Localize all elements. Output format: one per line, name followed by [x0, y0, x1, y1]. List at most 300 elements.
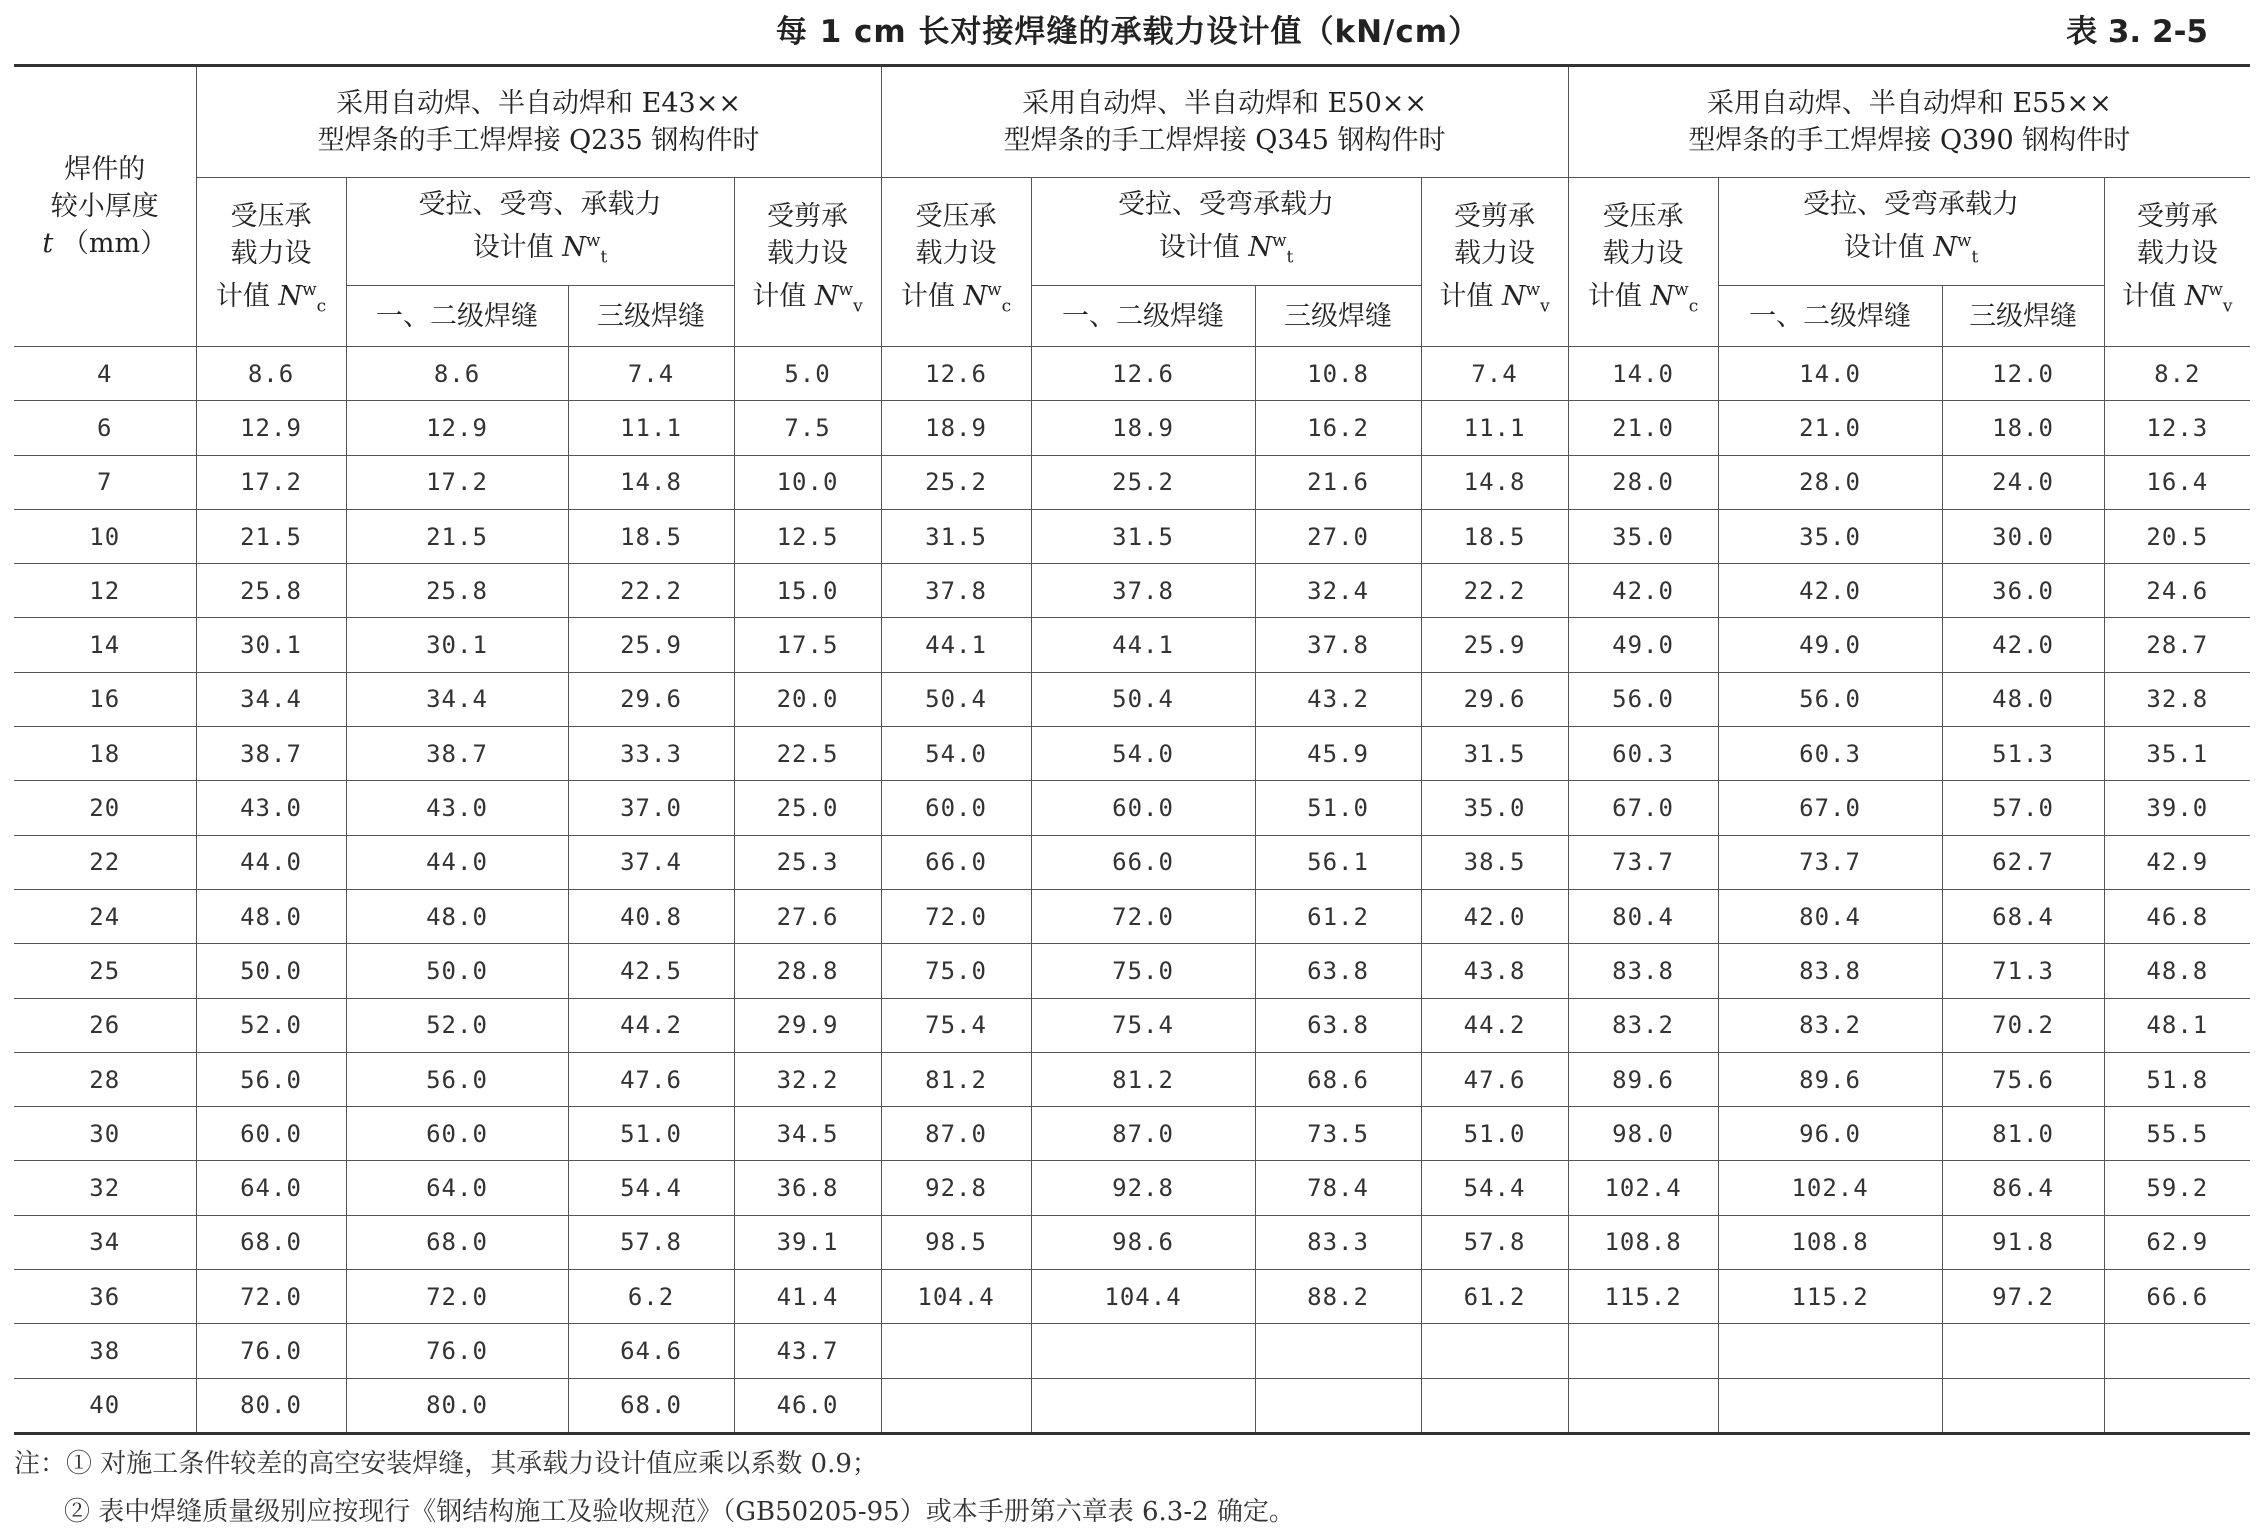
value-cell: 73.7 [1718, 835, 1942, 889]
value-cell: 72.0 [881, 889, 1031, 943]
table-row [14, 889, 2250, 943]
value-cell: 60.0 [881, 781, 1031, 835]
tension-header: 受拉、受弯承载力 设计值 $N^w_t$ [1718, 178, 2104, 286]
table-row [14, 401, 2250, 455]
value-cell: 72.0 [1031, 889, 1255, 943]
value-cell: 67.0 [1568, 781, 1718, 835]
value-cell: 17.2 [346, 455, 568, 509]
value-cell: 51.8 [2104, 1052, 2250, 1106]
value-cell: 115.2 [1568, 1270, 1718, 1324]
value-cell: 18.5 [1421, 509, 1568, 563]
value-cell: 31.5 [881, 509, 1031, 563]
value-cell: 76.0 [346, 1324, 568, 1378]
value-cell: 51.3 [1942, 727, 2104, 781]
value-cell: 11.1 [1421, 401, 1568, 455]
value-cell: 8.6 [346, 347, 568, 401]
value-cell: 34.4 [196, 672, 346, 726]
value-cell: 86.4 [1942, 1161, 2104, 1215]
value-cell: 17.5 [734, 618, 881, 672]
value-cell: 104.4 [1031, 1270, 1255, 1324]
value-cell: 35.0 [1718, 509, 1942, 563]
table-row [14, 1324, 2250, 1378]
tension-header: 受拉、受弯承载力 设计值 $N^w_t$ [1031, 178, 1421, 286]
value-cell: 62.9 [2104, 1215, 2250, 1269]
table-row [14, 564, 2250, 618]
thickness-cell: 26 [14, 998, 196, 1052]
value-cell: 60.0 [1031, 781, 1255, 835]
table-row [14, 1052, 2250, 1106]
value-cell: 24.6 [2104, 564, 2250, 618]
value-cell: 68.0 [196, 1215, 346, 1269]
thickness-cell: 10 [14, 509, 196, 563]
thickness-cell: 28 [14, 1052, 196, 1106]
group-header-q390: 采用自动焊、半自动焊和 E55×× 型焊条的手工焊焊接 Q390 钢构件时 [1568, 66, 2250, 178]
value-cell: 52.0 [346, 998, 568, 1052]
value-cell: 7.4 [1421, 347, 1568, 401]
value-cell: 63.8 [1255, 944, 1421, 998]
value-cell: 51.0 [1421, 1107, 1568, 1161]
value-cell: 72.0 [196, 1270, 346, 1324]
value-cell: 54.0 [1031, 727, 1255, 781]
table-row [14, 455, 2250, 509]
table-row [14, 1378, 2250, 1433]
value-cell: 87.0 [881, 1107, 1031, 1161]
value-cell [1031, 1378, 1255, 1433]
value-cell: 10.0 [734, 455, 881, 509]
value-cell: 104.4 [881, 1270, 1031, 1324]
value-cell: 56.0 [196, 1052, 346, 1106]
value-cell: 35.0 [1421, 781, 1568, 835]
value-cell: 68.0 [346, 1215, 568, 1269]
table-row [14, 509, 2250, 563]
value-cell: 40.8 [568, 889, 734, 943]
grade3-header: 三级焊缝 [1942, 286, 2104, 347]
value-cell: 21.0 [1718, 401, 1942, 455]
value-cell: 21.5 [196, 509, 346, 563]
value-cell [2104, 1324, 2250, 1378]
value-cell: 43.8 [1421, 944, 1568, 998]
value-cell: 60.0 [196, 1107, 346, 1161]
value-cell [1255, 1324, 1421, 1378]
table-row [14, 1270, 2250, 1324]
value-cell: 16.4 [2104, 455, 2250, 509]
value-cell: 42.0 [1942, 618, 2104, 672]
value-cell: 96.0 [1718, 1107, 1942, 1161]
value-cell [1568, 1378, 1718, 1433]
value-cell: 44.0 [196, 835, 346, 889]
value-cell: 54.4 [568, 1161, 734, 1215]
value-cell: 60.3 [1568, 727, 1718, 781]
weld-capacity-table [14, 64, 2250, 1435]
value-cell: 42.5 [568, 944, 734, 998]
note-2: ② 表中焊缝质量级别应按现行《钢结构施工及验收规范》（GB50205-95）或本手册第六章表 6.3-2 确定。 [64, 1497, 1295, 1527]
value-cell: 57.8 [568, 1215, 734, 1269]
table-title: 每 1 cm 长对接焊缝的承载力设计值（kN/cm） [775, 14, 1481, 50]
value-cell: 68.6 [1255, 1052, 1421, 1106]
table-notes [14, 1440, 1295, 1536]
value-cell: 54.0 [881, 727, 1031, 781]
value-cell: 12.6 [881, 347, 1031, 401]
value-cell: 56.0 [346, 1052, 568, 1106]
table-body [14, 347, 2250, 1434]
value-cell: 81.2 [1031, 1052, 1255, 1106]
compress-header: 受压承 载力设 计值 $N^w_c$ [196, 178, 346, 347]
value-cell: 35.0 [1568, 509, 1718, 563]
value-cell: 80.0 [196, 1378, 346, 1433]
value-cell: 30.1 [196, 618, 346, 672]
grade12-header: 一、二级焊缝 [1718, 286, 1942, 347]
value-cell: 54.4 [1421, 1161, 1568, 1215]
value-cell: 30.0 [1942, 509, 2104, 563]
value-cell: 18.0 [1942, 401, 2104, 455]
shear-header: 受剪承 载力设 计值 $N^w_v$ [2104, 178, 2250, 347]
value-cell: 81.0 [1942, 1107, 2104, 1161]
compress-header: 受压承 载力设 计值 $N^w_c$ [881, 178, 1031, 347]
value-cell: 70.2 [1942, 998, 2104, 1052]
value-cell: 48.8 [2104, 944, 2250, 998]
thickness-cell: 25 [14, 944, 196, 998]
value-cell: 42.0 [1421, 889, 1568, 943]
value-cell: 12.9 [346, 401, 568, 455]
value-cell: 83.2 [1718, 998, 1942, 1052]
thickness-cell: 40 [14, 1378, 196, 1433]
value-cell: 18.5 [568, 509, 734, 563]
value-cell: 24.0 [1942, 455, 2104, 509]
value-cell: 20.0 [734, 672, 881, 726]
value-cell: 14.0 [1718, 347, 1942, 401]
value-cell: 92.8 [881, 1161, 1031, 1215]
value-cell: 32.2 [734, 1052, 881, 1106]
value-cell: 83.2 [1568, 998, 1718, 1052]
value-cell: 97.2 [1942, 1270, 2104, 1324]
value-cell: 28.7 [2104, 618, 2250, 672]
value-cell: 80.0 [346, 1378, 568, 1433]
table-row [14, 1161, 2250, 1215]
value-cell [881, 1324, 1031, 1378]
value-cell: 31.5 [1421, 727, 1568, 781]
value-cell: 36.8 [734, 1161, 881, 1215]
thickness-cell: 7 [14, 455, 196, 509]
value-cell: 12.6 [1031, 347, 1255, 401]
value-cell: 50.4 [1031, 672, 1255, 726]
value-cell: 67.0 [1718, 781, 1942, 835]
value-cell: 57.8 [1421, 1215, 1568, 1269]
value-cell: 21.5 [346, 509, 568, 563]
value-cell: 38.7 [346, 727, 568, 781]
value-cell: 83.8 [1568, 944, 1718, 998]
value-cell: 32.4 [1255, 564, 1421, 618]
value-cell: 66.0 [881, 835, 1031, 889]
value-cell: 57.0 [1942, 781, 2104, 835]
value-cell: 49.0 [1568, 618, 1718, 672]
value-cell: 34.4 [346, 672, 568, 726]
value-cell: 72.0 [346, 1270, 568, 1324]
value-cell: 28.0 [1718, 455, 1942, 509]
value-cell: 61.2 [1255, 889, 1421, 943]
value-cell: 34.5 [734, 1107, 881, 1161]
value-cell [1718, 1378, 1942, 1433]
value-cell: 33.3 [568, 727, 734, 781]
table-row [14, 835, 2250, 889]
thickness-cell: 36 [14, 1270, 196, 1324]
value-cell: 66.0 [1031, 835, 1255, 889]
value-cell: 71.3 [1942, 944, 2104, 998]
grade3-header: 三级焊缝 [568, 286, 734, 347]
value-cell: 89.6 [1718, 1052, 1942, 1106]
value-cell: 102.4 [1568, 1161, 1718, 1215]
value-cell: 83.8 [1718, 944, 1942, 998]
value-cell: 55.5 [2104, 1107, 2250, 1161]
value-cell: 28.0 [1568, 455, 1718, 509]
value-cell: 14.0 [1568, 347, 1718, 401]
value-cell: 25.8 [346, 564, 568, 618]
compress-header: 受压承 载力设 计值 $N^w_c$ [1568, 178, 1718, 347]
value-cell: 25.2 [1031, 455, 1255, 509]
value-cell: 31.5 [1031, 509, 1255, 563]
value-cell: 89.6 [1568, 1052, 1718, 1106]
value-cell: 37.0 [568, 781, 734, 835]
value-cell: 32.8 [2104, 672, 2250, 726]
value-cell: 60.3 [1718, 727, 1942, 781]
value-cell [1568, 1324, 1718, 1378]
thickness-cell: 32 [14, 1161, 196, 1215]
thickness-cell: 38 [14, 1324, 196, 1378]
value-cell: 8.2 [2104, 347, 2250, 401]
thickness-cell: 22 [14, 835, 196, 889]
grade12-header: 一、二级焊缝 [1031, 286, 1255, 347]
value-cell [1718, 1324, 1942, 1378]
table-row [14, 1215, 2250, 1269]
value-cell: 6.2 [568, 1270, 734, 1324]
thickness-cell: 6 [14, 401, 196, 455]
value-cell: 75.4 [881, 998, 1031, 1052]
value-cell: 14.8 [1421, 455, 1568, 509]
thickness-cell: 24 [14, 889, 196, 943]
value-cell: 20.5 [2104, 509, 2250, 563]
value-cell [2104, 1378, 2250, 1433]
value-cell: 35.1 [2104, 727, 2250, 781]
value-cell: 92.8 [1031, 1161, 1255, 1215]
value-cell: 22.2 [568, 564, 734, 618]
value-cell: 43.7 [734, 1324, 881, 1378]
value-cell: 28.8 [734, 944, 881, 998]
value-cell: 98.5 [881, 1215, 1031, 1269]
value-cell: 42.0 [1718, 564, 1942, 618]
value-cell: 52.0 [196, 998, 346, 1052]
table-row [14, 1107, 2250, 1161]
value-cell: 12.9 [196, 401, 346, 455]
value-cell: 56.0 [1568, 672, 1718, 726]
value-cell: 62.7 [1942, 835, 2104, 889]
thickness-cell: 16 [14, 672, 196, 726]
value-cell: 115.2 [1718, 1270, 1942, 1324]
value-cell: 29.6 [1421, 672, 1568, 726]
grade3-header: 三级焊缝 [1255, 286, 1421, 347]
value-cell: 50.0 [346, 944, 568, 998]
value-cell: 60.0 [346, 1107, 568, 1161]
value-cell: 14.8 [568, 455, 734, 509]
thickness-cell: 4 [14, 347, 196, 401]
value-cell: 10.8 [1255, 347, 1421, 401]
value-cell: 25.2 [881, 455, 1031, 509]
value-cell: 78.4 [1255, 1161, 1421, 1215]
value-cell: 108.8 [1568, 1215, 1718, 1269]
table-number: 表 3. 2-5 [2066, 14, 2208, 50]
value-cell: 68.0 [568, 1378, 734, 1433]
value-cell: 12.0 [1942, 347, 2104, 401]
value-cell [1031, 1324, 1255, 1378]
value-cell: 44.2 [568, 998, 734, 1052]
value-cell: 41.4 [734, 1270, 881, 1324]
value-cell: 37.8 [1255, 618, 1421, 672]
table-row [14, 998, 2250, 1052]
value-cell: 25.9 [568, 618, 734, 672]
value-cell: 56.0 [1718, 672, 1942, 726]
value-cell [1942, 1378, 2104, 1433]
value-cell: 73.5 [1255, 1107, 1421, 1161]
table-row [14, 944, 2250, 998]
value-cell: 37.8 [1031, 564, 1255, 618]
value-cell: 56.1 [1255, 835, 1421, 889]
value-cell: 22.2 [1421, 564, 1568, 618]
value-cell: 44.1 [881, 618, 1031, 672]
value-cell: 49.0 [1718, 618, 1942, 672]
value-cell: 75.0 [1031, 944, 1255, 998]
shear-header: 受剪承 载力设 计值 $N^w_v$ [734, 178, 881, 347]
table-row [14, 672, 2250, 726]
value-cell: 43.0 [346, 781, 568, 835]
value-cell: 76.0 [196, 1324, 346, 1378]
value-cell: 43.2 [1255, 672, 1421, 726]
value-cell: 43.0 [196, 781, 346, 835]
thickness-cell: 20 [14, 781, 196, 835]
value-cell: 51.0 [1255, 781, 1421, 835]
table-row [14, 347, 2250, 401]
group-header-q345: 采用自动焊、半自动焊和 E50×× 型焊条的手工焊焊接 Q345 钢构件时 [881, 66, 1568, 178]
value-cell: 12.5 [734, 509, 881, 563]
value-cell [1421, 1378, 1568, 1433]
value-cell: 46.0 [734, 1378, 881, 1433]
value-cell: 8.6 [196, 347, 346, 401]
value-cell: 59.2 [2104, 1161, 2250, 1215]
value-cell: 91.8 [1942, 1215, 2104, 1269]
value-cell: 39.1 [734, 1215, 881, 1269]
value-cell: 18.9 [1031, 401, 1255, 455]
value-cell: 44.2 [1421, 998, 1568, 1052]
value-cell: 48.0 [1942, 672, 2104, 726]
table-row [14, 618, 2250, 672]
value-cell: 75.0 [881, 944, 1031, 998]
value-cell: 68.4 [1942, 889, 2104, 943]
value-cell: 7.5 [734, 401, 881, 455]
value-cell: 98.0 [1568, 1107, 1718, 1161]
value-cell: 25.8 [196, 564, 346, 618]
value-cell: 45.9 [1255, 727, 1421, 781]
value-cell: 38.5 [1421, 835, 1568, 889]
value-cell: 22.5 [734, 727, 881, 781]
value-cell: 80.4 [1718, 889, 1942, 943]
thickness-header: 焊件的 较小厚度 t （mm） [14, 66, 196, 347]
value-cell: 80.4 [1568, 889, 1718, 943]
value-cell: 21.0 [1568, 401, 1718, 455]
tension-header: 受拉、受弯、承载力 设计值 $N^w_t$ [346, 178, 734, 286]
table-row [14, 781, 2250, 835]
value-cell: 38.7 [196, 727, 346, 781]
value-cell: 44.1 [1031, 618, 1255, 672]
value-cell: 63.8 [1255, 998, 1421, 1052]
value-cell: 30.1 [346, 618, 568, 672]
value-cell: 42.0 [1568, 564, 1718, 618]
value-cell: 27.6 [734, 889, 881, 943]
value-cell: 16.2 [1255, 401, 1421, 455]
thickness-cell: 30 [14, 1107, 196, 1161]
thickness-cell: 34 [14, 1215, 196, 1269]
value-cell: 11.1 [568, 401, 734, 455]
value-cell: 47.6 [568, 1052, 734, 1106]
value-cell: 108.8 [1718, 1215, 1942, 1269]
value-cell: 46.8 [2104, 889, 2250, 943]
value-cell: 42.9 [2104, 835, 2250, 889]
value-cell: 61.2 [1421, 1270, 1568, 1324]
value-cell: 88.2 [1255, 1270, 1421, 1324]
group-header-q235: 采用自动焊、半自动焊和 E43×× 型焊条的手工焊焊接 Q235 钢构件时 [196, 66, 881, 178]
value-cell: 83.3 [1255, 1215, 1421, 1269]
value-cell: 12.3 [2104, 401, 2250, 455]
value-cell: 48.0 [196, 889, 346, 943]
value-cell: 64.6 [568, 1324, 734, 1378]
value-cell [881, 1378, 1031, 1433]
value-cell: 18.9 [881, 401, 1031, 455]
value-cell: 17.2 [196, 455, 346, 509]
thickness-cell: 18 [14, 727, 196, 781]
value-cell: 50.0 [196, 944, 346, 998]
value-cell: 47.6 [1421, 1052, 1568, 1106]
value-cell: 66.6 [2104, 1270, 2250, 1324]
grade12-header: 一、二级焊缝 [346, 286, 568, 347]
value-cell: 102.4 [1718, 1161, 1942, 1215]
value-cell: 5.0 [734, 347, 881, 401]
value-cell: 48.0 [346, 889, 568, 943]
value-cell: 87.0 [1031, 1107, 1255, 1161]
value-cell: 98.6 [1031, 1215, 1255, 1269]
value-cell [1942, 1324, 2104, 1378]
value-cell: 36.0 [1942, 564, 2104, 618]
value-cell: 39.0 [2104, 781, 2250, 835]
table-row [14, 727, 2250, 781]
value-cell: 37.4 [568, 835, 734, 889]
value-cell [1421, 1324, 1568, 1378]
value-cell: 73.7 [1568, 835, 1718, 889]
shear-header: 受剪承 载力设 计值 $N^w_v$ [1421, 178, 1568, 347]
value-cell: 7.4 [568, 347, 734, 401]
value-cell: 25.9 [1421, 618, 1568, 672]
value-cell: 25.3 [734, 835, 881, 889]
note-1: 注：① 对施工条件较差的高空安装焊缝，其承载力设计值应乘以系数 0.9； [14, 1449, 878, 1479]
value-cell: 44.0 [346, 835, 568, 889]
value-cell: 64.0 [346, 1161, 568, 1215]
value-cell: 37.8 [881, 564, 1031, 618]
value-cell: 29.9 [734, 998, 881, 1052]
value-cell: 29.6 [568, 672, 734, 726]
thickness-cell: 14 [14, 618, 196, 672]
value-cell: 51.0 [568, 1107, 734, 1161]
value-cell: 27.0 [1255, 509, 1421, 563]
value-cell: 75.4 [1031, 998, 1255, 1052]
value-cell: 81.2 [881, 1052, 1031, 1106]
value-cell [1255, 1378, 1421, 1433]
value-cell: 75.6 [1942, 1052, 2104, 1106]
value-cell: 15.0 [734, 564, 881, 618]
